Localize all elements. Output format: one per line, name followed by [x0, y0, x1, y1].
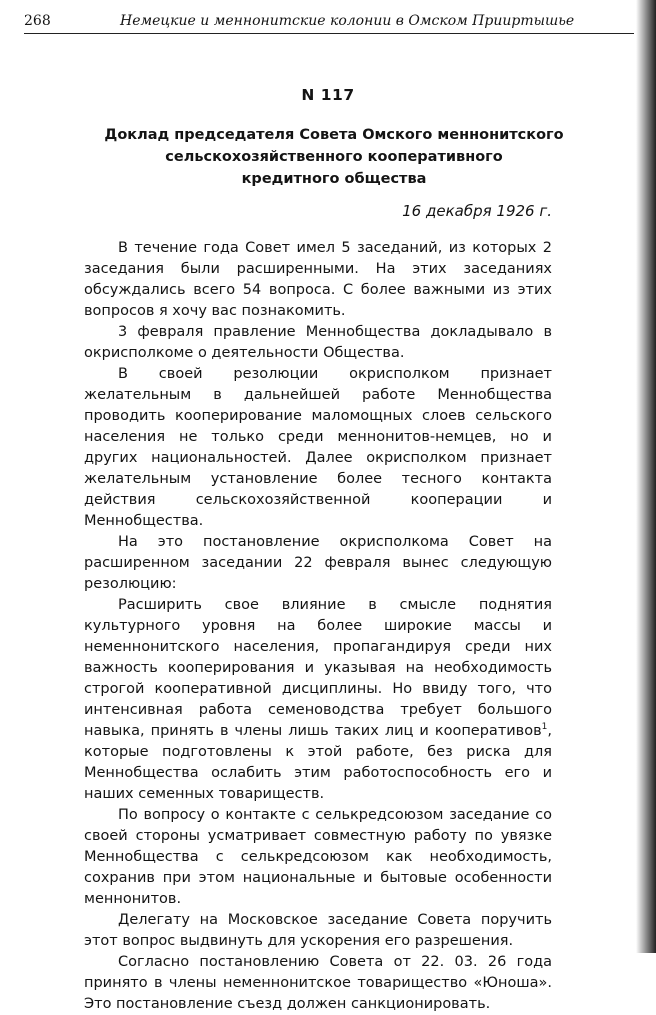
title-line: кредитного общества	[241, 171, 427, 187]
document-title	[56, 124, 612, 190]
header-rule	[24, 33, 634, 34]
page-number: 268	[24, 13, 51, 29]
paragraph: Согласно постановлению Совета от 22. 03. 26 года принято в члены неменнонитское товарищество «Юноша». Это постановление съезд должен санкционировать.	[84, 954, 552, 1012]
document-number: N 117	[301, 86, 355, 104]
paragraph: 3 февраля правление Меннобщества докладывало в окрисполкоме о деятельности Общества.	[84, 324, 552, 361]
paragraph	[84, 595, 552, 805]
title-line: Доклад председателя Совета Омского меннонитского	[104, 127, 564, 143]
paragraph: В своей резолюции окрисполком признает желательным в дальнейшей работе Меннобщества проводить кооперирование маломощных слоев сельского населения не только среди меннонитов-немцев, но и других национальностей. Далее окрисполком признает желательным установление более тесного контакта действия сельскохозяйственной кооперации и Меннобщества.	[84, 366, 552, 529]
paragraph-text-tail: , которые подготовлены к этой работе, без риска для Меннобщества ослабить этим работоспособность его и наших семенных товариществ.	[84, 723, 552, 802]
running-head	[24, 12, 636, 32]
paragraph-text: Расширить свое влияние в смысле поднятия культурного уровня на более широкие массы и неменнонитского населения, пропагандируя среди них важность кооперирования и указывая на необходимость строгой кооперативной дисциплины. Но ввиду того, что интенсивная работа семеноводства требует большого навыка, принять в члены лишь таких лиц и кооперативов	[84, 597, 552, 739]
document-date: 16 декабря 1926 г.	[402, 202, 552, 220]
paragraph: На это постановление окрисполкома Совет на расширенном заседании 22 февраля вынес следующую резолюцию:	[84, 534, 552, 592]
paragraph: По вопросу о контакте с селькредсоюзом заседание со своей стороны усматривает совместную работу по увязке Меннобщества с селькредсоюзом как необходимость, сохранив при этом национальные и бытовые особенности меннонитов.	[84, 807, 552, 907]
running-head-title: Немецкие и меннонитские колонии в Омском Прииртышье	[120, 13, 575, 29]
page-edge-shadow	[636, 0, 656, 953]
footnote-ref: 1	[541, 722, 548, 733]
document-body	[84, 238, 552, 1015]
paragraph: В течение года Совет имел 5 заседаний, из которых 2 заседания были расширенными. На этих заседаниях обсуждались всего 54 вопроса. С более важными из этих вопросов я хочу вас познакомить.	[84, 240, 552, 319]
title-line: сельскохозяйственного кооперативного	[165, 149, 503, 165]
paragraph: Делегату на Московское заседание Совета поручить этот вопрос выдвинуть для ускорения его разрешения.	[84, 912, 552, 949]
